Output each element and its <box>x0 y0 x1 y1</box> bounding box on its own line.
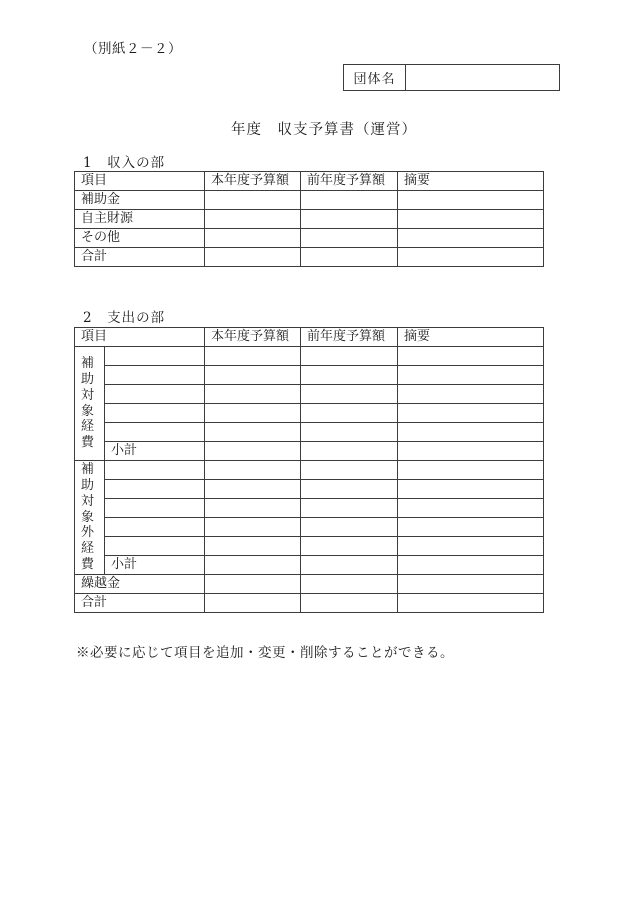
expense-remarks-cell[interactable] <box>398 518 544 537</box>
expense-remarks-cell[interactable] <box>398 385 544 404</box>
income-current-cell[interactable] <box>205 191 301 210</box>
attachment-label: （別紙２－２） <box>84 41 182 57</box>
table-row <box>75 461 544 480</box>
expense-item-cell[interactable] <box>105 461 205 480</box>
expense-item-cell[interactable] <box>105 537 205 556</box>
income-header-row <box>75 172 544 191</box>
expense-item-cell[interactable] <box>105 518 205 537</box>
expenditure-col-current-year: 本年度予算額 <box>205 328 301 347</box>
expenditure-col-remarks: 摘要 <box>398 328 544 347</box>
income-col-current-year: 本年度予算額 <box>205 172 301 191</box>
table-row <box>75 423 544 442</box>
subtotal-label: 小計 <box>105 442 205 461</box>
expense-remarks-cell[interactable] <box>398 404 544 423</box>
expenditure-section-heading: 2 支出の部 <box>83 310 166 326</box>
income-previous-cell[interactable] <box>301 248 398 267</box>
expenditure-col-item: 項目 <box>75 328 205 347</box>
expense-remarks-cell[interactable] <box>398 499 544 518</box>
expense-previous-cell[interactable] <box>301 423 398 442</box>
expense-previous-cell[interactable] <box>301 480 398 499</box>
income-item-label: 補助金 <box>75 191 205 210</box>
expense-group-eligible-label: 補助対象経費 <box>75 347 105 461</box>
carryover-row <box>75 575 544 594</box>
expense-current-cell[interactable] <box>205 423 301 442</box>
expense-current-cell[interactable] <box>205 537 301 556</box>
org-name-label: 団体名 <box>344 65 406 90</box>
table-row <box>75 210 544 229</box>
expense-item-cell[interactable] <box>105 499 205 518</box>
expense-current-cell[interactable] <box>205 442 301 461</box>
expense-remarks-cell[interactable] <box>398 442 544 461</box>
table-row <box>75 499 544 518</box>
expense-remarks-cell[interactable] <box>398 556 544 575</box>
org-name-field[interactable] <box>406 65 559 90</box>
expense-remarks-cell[interactable] <box>398 423 544 442</box>
expenditure-col-previous-year: 前年度予算額 <box>301 328 398 347</box>
expense-previous-cell[interactable] <box>301 404 398 423</box>
expense-current-cell[interactable] <box>205 556 301 575</box>
table-row <box>75 404 544 423</box>
expense-current-cell[interactable] <box>205 347 301 366</box>
income-remarks-cell[interactable] <box>398 210 544 229</box>
expense-previous-cell[interactable] <box>301 347 398 366</box>
expense-current-cell[interactable] <box>205 575 301 594</box>
expense-current-cell[interactable] <box>205 518 301 537</box>
expense-current-cell[interactable] <box>205 385 301 404</box>
expense-current-cell[interactable] <box>205 404 301 423</box>
income-remarks-cell[interactable] <box>398 191 544 210</box>
expense-current-cell[interactable] <box>205 480 301 499</box>
income-item-label: その他 <box>75 229 205 248</box>
expenditure-table <box>74 327 544 613</box>
table-row <box>75 537 544 556</box>
table-row <box>75 191 544 210</box>
expense-current-cell[interactable] <box>205 499 301 518</box>
expenditure-header-row <box>75 328 544 347</box>
expense-remarks-cell[interactable] <box>398 594 544 613</box>
income-section-heading: 1 収入の部 <box>83 155 166 171</box>
income-col-previous-year: 前年度予算額 <box>301 172 398 191</box>
carryover-label: 繰越金 <box>75 575 205 594</box>
table-row <box>75 248 544 267</box>
expense-current-cell[interactable] <box>205 461 301 480</box>
income-remarks-cell[interactable] <box>398 229 544 248</box>
expense-remarks-cell[interactable] <box>398 461 544 480</box>
expense-item-cell[interactable] <box>105 347 205 366</box>
expense-remarks-cell[interactable] <box>398 480 544 499</box>
document-title: 年度 収支予算書（運営） <box>231 122 417 138</box>
expense-current-cell[interactable] <box>205 366 301 385</box>
income-col-remarks: 摘要 <box>398 172 544 191</box>
income-current-cell[interactable] <box>205 229 301 248</box>
income-item-label: 合計 <box>75 248 205 267</box>
expense-current-cell[interactable] <box>205 594 301 613</box>
subtotal-row <box>75 556 544 575</box>
expense-item-cell[interactable] <box>105 480 205 499</box>
expense-previous-cell[interactable] <box>301 385 398 404</box>
expense-item-cell[interactable] <box>105 366 205 385</box>
table-row <box>75 229 544 248</box>
table-row <box>75 518 544 537</box>
income-previous-cell[interactable] <box>301 229 398 248</box>
expense-remarks-cell[interactable] <box>398 347 544 366</box>
expense-previous-cell[interactable] <box>301 594 398 613</box>
expense-remarks-cell[interactable] <box>398 537 544 556</box>
expense-previous-cell[interactable] <box>301 575 398 594</box>
income-item-label: 自主財源 <box>75 210 205 229</box>
expense-item-cell[interactable] <box>105 404 205 423</box>
expense-previous-cell[interactable] <box>301 461 398 480</box>
expense-previous-cell[interactable] <box>301 537 398 556</box>
expense-remarks-cell[interactable] <box>398 575 544 594</box>
income-remarks-cell[interactable] <box>398 248 544 267</box>
table-row <box>75 385 544 404</box>
expense-remarks-cell[interactable] <box>398 366 544 385</box>
table-row <box>75 347 544 366</box>
table-row <box>75 480 544 499</box>
footnote-text: ※必要に応じて項目を追加・変更・削除することができる。 <box>76 645 454 661</box>
income-previous-cell[interactable] <box>301 210 398 229</box>
expense-group-noneligible-label: 補助対象外経費 <box>75 461 105 575</box>
expense-item-cell[interactable] <box>105 385 205 404</box>
subtotal-label: 小計 <box>105 556 205 575</box>
expense-previous-cell[interactable] <box>301 366 398 385</box>
expense-previous-cell[interactable] <box>301 442 398 461</box>
income-col-item: 項目 <box>75 172 205 191</box>
subtotal-row <box>75 442 544 461</box>
income-previous-cell[interactable] <box>301 191 398 210</box>
income-table <box>74 171 544 267</box>
income-current-cell[interactable] <box>205 210 301 229</box>
table-row <box>75 366 544 385</box>
expense-previous-cell[interactable] <box>301 499 398 518</box>
total-row <box>75 594 544 613</box>
expense-previous-cell[interactable] <box>301 518 398 537</box>
income-current-cell[interactable] <box>205 248 301 267</box>
expense-item-cell[interactable] <box>105 423 205 442</box>
total-label: 合計 <box>75 594 205 613</box>
expense-previous-cell[interactable] <box>301 556 398 575</box>
org-name-box <box>343 64 560 91</box>
